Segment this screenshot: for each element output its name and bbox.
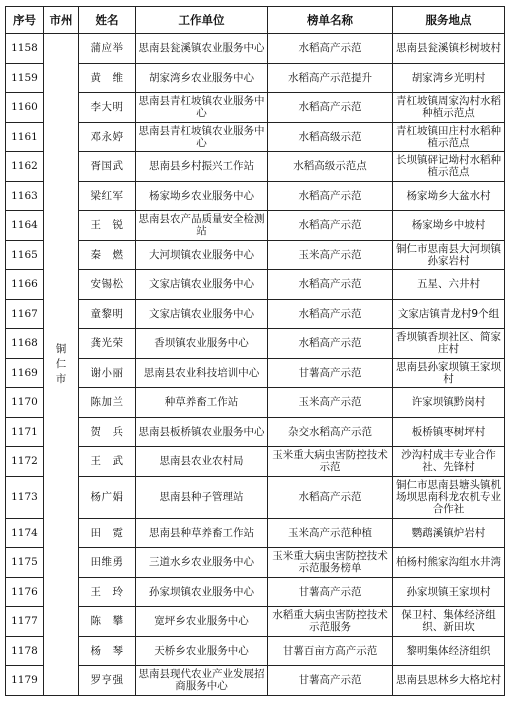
cell-place: 柏杨村熊家沟组水井湾	[393, 548, 505, 578]
cell-seq: 1167	[6, 299, 44, 329]
cell-place: 孙家坝镇王家坝村	[393, 577, 505, 607]
cell-unit: 文家店镇农业服务中心	[136, 270, 268, 300]
cell-list: 玉米高产示范种植	[268, 518, 393, 548]
cell-name: 王 玲	[79, 577, 136, 607]
cell-seq: 1160	[6, 93, 44, 123]
cell-list: 水稻高级示范点	[268, 152, 393, 182]
cell-place: 青杠坡镇周家沟村水稻种植示范点	[393, 93, 505, 123]
cell-unit: 思南县青杠坡镇农业服务中心	[136, 122, 268, 152]
cell-list: 甘薯百亩方高产示范	[268, 636, 393, 666]
header-seq: 序号	[6, 7, 44, 34]
cell-unit: 思南县农业科技培训中心	[136, 358, 268, 388]
cell-place: 青杠坡镇田庄村水稻种植示范点	[393, 122, 505, 152]
table-row	[6, 270, 505, 300]
city-char: 仁	[55, 357, 67, 370]
table-row	[6, 417, 505, 447]
cell-place: 杨家坳乡大盆水村	[393, 181, 505, 211]
cell-unit: 杨家坳乡农业服务中心	[136, 181, 268, 211]
cell-seq: 1159	[6, 63, 44, 93]
cell-seq: 1162	[6, 152, 44, 182]
cell-seq: 1164	[6, 211, 44, 241]
table-row	[6, 636, 505, 666]
cell-place: 思南县孙家坝镇王家坝村	[393, 358, 505, 388]
city-char: 铜	[55, 342, 67, 355]
table-row	[6, 211, 505, 241]
cell-place: 保卫村、集体经济组织、新田坎	[393, 607, 505, 637]
cell-place: 思南县思林乡大格坨村	[393, 666, 505, 696]
table-row	[6, 240, 505, 270]
cell-name: 黄 维	[79, 63, 136, 93]
cell-name: 贺 兵	[79, 417, 136, 447]
cell-unit: 香坝镇农业服务中心	[136, 329, 268, 359]
table-row	[6, 607, 505, 637]
table-row	[6, 518, 505, 548]
cell-name: 杨广娟	[79, 476, 136, 518]
cell-seq: 1170	[6, 388, 44, 418]
table-row	[6, 181, 505, 211]
cell-unit: 思南县瓮溪镇农业服务中心	[136, 34, 268, 64]
table-row	[6, 299, 505, 329]
cell-name: 杨 琴	[79, 636, 136, 666]
cell-place: 五星、六井村	[393, 270, 505, 300]
header-place: 服务地点	[393, 7, 505, 34]
cell-list: 水稻高产示范	[268, 211, 393, 241]
cell-unit: 思南县现代农业产业发展招商服务中心	[136, 666, 268, 696]
cell-seq: 1168	[6, 329, 44, 359]
cell-unit: 孙家坝镇农业服务中心	[136, 577, 268, 607]
header-city: 市州	[44, 7, 79, 34]
cell-name: 王 武	[79, 447, 136, 477]
cell-place: 胡家湾乡光明村	[393, 63, 505, 93]
cell-name: 陈 攀	[79, 607, 136, 637]
cell-place: 长坝镇砰记坳村水稻种植示范点	[393, 152, 505, 182]
cell-seq: 1173	[6, 476, 44, 518]
cell-seq: 1171	[6, 417, 44, 447]
cell-unit: 思南县农业农村局	[136, 447, 268, 477]
table-row	[6, 152, 505, 182]
cell-city	[44, 34, 79, 696]
cell-unit: 文家店镇农业服务中心	[136, 299, 268, 329]
cell-list: 玉米高产示范	[268, 240, 393, 270]
cell-unit: 天桥乡农业服务中心	[136, 636, 268, 666]
cell-list: 杂交水稻高产示范	[268, 417, 393, 447]
cell-name: 童黎明	[79, 299, 136, 329]
cell-unit: 思南县板桥镇农业服务中心	[136, 417, 268, 447]
cell-unit: 思南县农产品质量安全检测站	[136, 211, 268, 241]
cell-seq: 1176	[6, 577, 44, 607]
cell-name: 胥国武	[79, 152, 136, 182]
table-row	[6, 358, 505, 388]
cell-list: 水稻高产示范提升	[268, 63, 393, 93]
cell-unit: 思南县青杠坡镇农业服务中心	[136, 93, 268, 123]
header-row	[6, 7, 505, 34]
cell-name: 王 锐	[79, 211, 136, 241]
cell-unit: 三道水乡农业服务中心	[136, 548, 268, 578]
cell-seq: 1163	[6, 181, 44, 211]
cell-seq: 1179	[6, 666, 44, 696]
cell-place: 沙沟村成丰专业合作社、先锋村	[393, 447, 505, 477]
cell-list: 甘薯高产示范	[268, 577, 393, 607]
cell-unit: 思南县种草养畜工作站	[136, 518, 268, 548]
cell-list: 玉米高产示范	[268, 388, 393, 418]
cell-unit: 胡家湾乡农业服务中心	[136, 63, 268, 93]
cell-list: 玉米重大病虫害防控技术示范服务榜单	[268, 548, 393, 578]
table-row	[6, 577, 505, 607]
service-list-table	[5, 6, 505, 696]
table-row	[6, 122, 505, 152]
cell-place: 铜仁市思南县塘头镇机场坝思南科龙农机专业合作社	[393, 476, 505, 518]
cell-name: 李大明	[79, 93, 136, 123]
cell-name: 蒲应举	[79, 34, 136, 64]
table-row	[6, 34, 505, 64]
cell-list: 玉米重大病虫害防控技术示范	[268, 447, 393, 477]
cell-unit: 大河坝镇农业服务中心	[136, 240, 268, 270]
cell-place: 文家店镇青龙村9个组	[393, 299, 505, 329]
cell-seq: 1161	[6, 122, 44, 152]
cell-list: 水稻高产示范	[268, 34, 393, 64]
cell-place: 许家坝镇黔岗村	[393, 388, 505, 418]
cell-seq: 1166	[6, 270, 44, 300]
cell-seq: 1158	[6, 34, 44, 64]
cell-place: 黎明集体经济组织	[393, 636, 505, 666]
table-row	[6, 666, 505, 696]
cell-list: 水稻高产示范	[268, 299, 393, 329]
cell-place: 思南县瓮溪镇杉树坡村	[393, 34, 505, 64]
table-row	[6, 447, 505, 477]
cell-list: 水稻高产示范	[268, 93, 393, 123]
header-unit: 工作单位	[136, 7, 268, 34]
cell-seq: 1177	[6, 607, 44, 637]
table-row	[6, 388, 505, 418]
cell-seq: 1165	[6, 240, 44, 270]
cell-unit: 种草养畜工作站	[136, 388, 268, 418]
city-char: 市	[55, 372, 67, 385]
cell-place: 鹦鹉溪镇炉岩村	[393, 518, 505, 548]
table-row	[6, 329, 505, 359]
cell-name: 罗亨强	[79, 666, 136, 696]
cell-seq: 1174	[6, 518, 44, 548]
table-row	[6, 548, 505, 578]
cell-list: 水稻高产示范	[268, 270, 393, 300]
cell-name: 田 霓	[79, 518, 136, 548]
table-row	[6, 476, 505, 518]
cell-name: 龚光荣	[79, 329, 136, 359]
cell-name: 陈加兰	[79, 388, 136, 418]
cell-name: 谢小丽	[79, 358, 136, 388]
cell-list: 水稻高产示范	[268, 476, 393, 518]
cell-name: 田维勇	[79, 548, 136, 578]
cell-seq: 1172	[6, 447, 44, 477]
cell-place: 杨家坳乡中坡村	[393, 211, 505, 241]
cell-list: 水稻重大病虫害防控技术示范服务	[268, 607, 393, 637]
cell-name: 梁红军	[79, 181, 136, 211]
header-list: 榜单名称	[268, 7, 393, 34]
cell-list: 水稻高级示范	[268, 122, 393, 152]
cell-list: 甘薯高产示范	[268, 358, 393, 388]
table-body	[6, 34, 505, 696]
cell-unit: 思南县种子管理站	[136, 476, 268, 518]
cell-name: 安锡松	[79, 270, 136, 300]
cell-list: 水稻高产示范	[268, 181, 393, 211]
header-name: 姓名	[79, 7, 136, 34]
cell-place: 香坝镇香坝社区、简家庄村	[393, 329, 505, 359]
cell-seq: 1178	[6, 636, 44, 666]
cell-name: 秦 燃	[79, 240, 136, 270]
table-row	[6, 93, 505, 123]
cell-list: 甘薯高产示范	[268, 666, 393, 696]
table-row	[6, 63, 505, 93]
cell-list: 水稻高产示范	[268, 329, 393, 359]
cell-name: 邓永婷	[79, 122, 136, 152]
cell-seq: 1169	[6, 358, 44, 388]
cell-unit: 宽坪乡农业服务中心	[136, 607, 268, 637]
cell-seq: 1175	[6, 548, 44, 578]
cell-unit: 思南县乡村振兴工作站	[136, 152, 268, 182]
cell-place: 板桥镇枣树坪村	[393, 417, 505, 447]
cell-place: 铜仁市思南县大河坝镇孙家岩村	[393, 240, 505, 270]
